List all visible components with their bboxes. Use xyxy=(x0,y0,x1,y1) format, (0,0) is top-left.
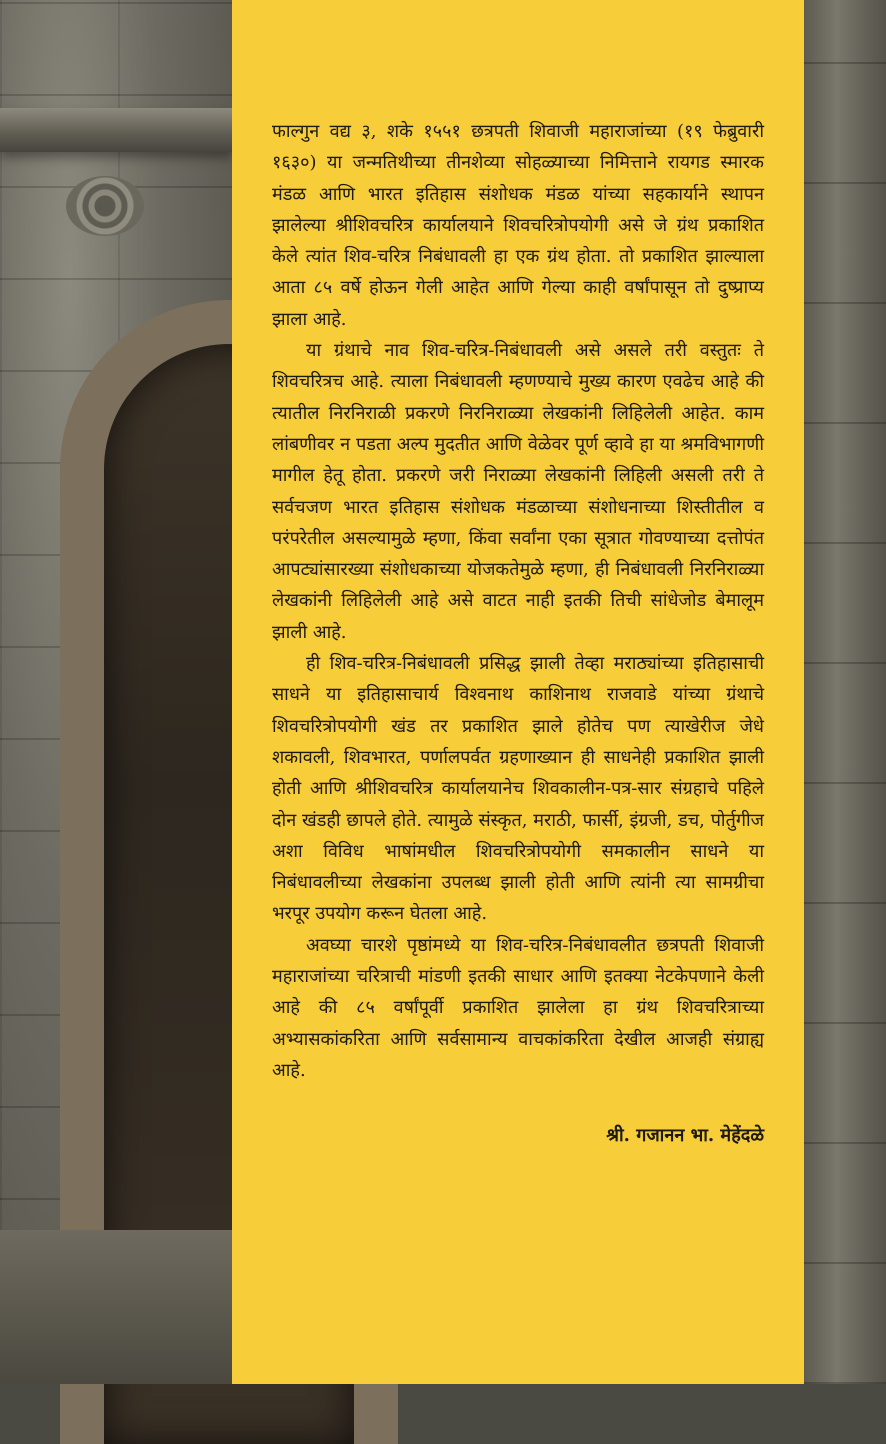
stone-ledge xyxy=(0,108,232,152)
paragraph-4: अवघ्या चारशे पृष्ठांमध्ये या शिव-चरित्र-निबंधावलीत छत्रपती शिवाजी महाराजांच्या चरित्राची मांडणी इतकी साधार आणि इतक्या नेटकेपणाने केली आहे की ८५ वर्षांपूर्वी प्रकाशित झालेला हा ग्रंथ शिवचरित्राच्या अभ्यासकांकरिता आणि सर्वसामान्य वाचकांकरिता देखील आजही संग्राह्य आहे. xyxy=(272,934,764,1081)
stone-base xyxy=(0,1230,232,1384)
back-cover-text-panel xyxy=(232,0,804,1384)
stone-wall-photo-right xyxy=(804,0,886,1384)
paragraph-2: या ग्रंथाचे नाव शिव-चरित्र-निबंधावली असे असले तरी वस्तुतः ते शिवचरित्रच आहे. त्याला निबंधावली म्हणण्याचे मुख्य कारण एवढेच आहे की त्यातील निरनिराळी प्रकरणे निरनिराळ्या लेखकांनी लिहिलेली आहेत. काम लांबणीवर न पडता अल्प मुदतीत आणि वेळेवर पूर्ण व्हावे हा या श्रमविभागणी मागील हेतू होता. प्रकरणे जरी निराळ्या लेखकांनी लिहिली असली तरी ते सर्वचजण भारत इतिहास संशोधक मंडळाच्या संशोधनाच्या शिस्तीतील व परंपरेतील असल्यामुळे म्हणा, किंवा सर्वांना एका सूत्रात गोवण्याच्या दत्तोपंत आपट्यांसारख्या संशोधकाच्या योजकतेमुळे म्हणा, ही निबंधावली निरनिराळ्या लेखकांनी लिहिलेली आहे असे वाटत नाही इतकी तिची सांधेजोड बेमालूम झाली आहे. xyxy=(272,340,764,643)
stone-wall-photo-left xyxy=(0,0,232,1384)
paragraph-3: ही शिव-चरित्र-निबंधावली प्रसिद्ध झाली तेव्हा मराठ्यांच्या इतिहासाची साधने या इतिहासाचार्य विश्वनाथ काशिनाथ राजवाडे यांच्या ग्रंथाचे शिवचरित्रोपयोगी खंड तर प्रकाशित झाले होतेच पण त्याखेरीज जेधे शकावली, शिवभारत, पर्णालपर्वत ग्रहणाख्यान ही साधनेही प्रकाशित झाली होती आणि श्रीशिवचरित्र कार्यालयानेच शिवकालीन-पत्र-सार संग्रहाचे पहिले दोन खंडही छापले होते. त्यामुळे संस्कृत, मराठी, फार्सी, इंग्रजी, डच, पोर्तुगीज अशा विविध भाषांमधील शिवचरित्रोपयोगी समकालीन साधने या निबंधावलीच्या लेखकांना उपलब्ध झाली होती आणि त्यांनी त्या सामग्रीचा भरपूर उपयोग करून घेतला आहे. xyxy=(272,653,764,925)
author-signature: श्री. गजानन भा. मेहेंदळे xyxy=(606,1125,764,1147)
paragraph-1: फाल्गुन वद्य ३, शके १५५१ छत्रपती शिवाजी महाराजांच्या (१९ फेब्रुवारी १६३०) या जन्मतिथीच्या तीनशेव्या सोहळ्याच्या निमित्ताने रायगड स्मारक मंडळ आणि भारत इतिहास संशोधक मंडळ यांच्या सहकार्याने स्थापन झालेल्या श्रीशिवचरित्र कार्यालयाने शिवचरित्रोपयोगी असे जे ग्रंथ प्रकाशित केले त्यांत शिव-चरित्र निबंधावली हा एक ग्रंथ होता. तो प्रकाशित झाल्याला आता ८५ वर्षे होऊन गेली आहेत आणि गेल्या काही वर्षांपासून तो दुष्प्राप्य झाला आहे. xyxy=(272,121,764,330)
rosette-carving xyxy=(66,176,144,236)
